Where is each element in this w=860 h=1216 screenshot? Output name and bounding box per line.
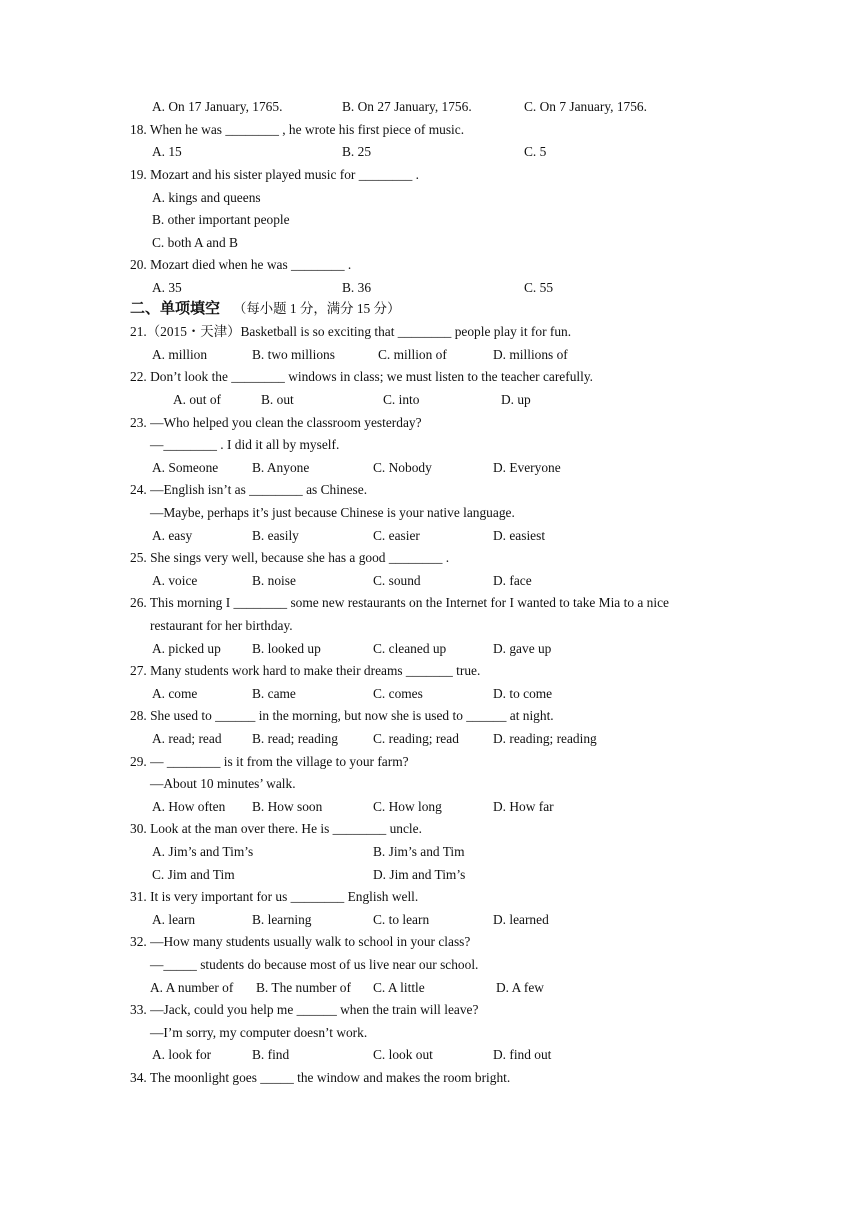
option-line (0, 773, 860, 796)
option-text: D. reading; reading (493, 731, 597, 746)
question-text: 27. Many students work hard to make their dreams _______ true. (130, 663, 481, 679)
option-text: A. A number of (150, 979, 234, 995)
option-line (0, 344, 860, 367)
option-line (0, 615, 860, 638)
question-line (0, 818, 860, 841)
question-text: 30. Look at the man over there. He is ________ uncle. (130, 821, 422, 837)
option-text: C. 5 (524, 144, 547, 160)
question-text: 24. —English isn’t as ________ as Chinese. (130, 482, 368, 498)
option-text: A. 35 (152, 280, 182, 295)
option-text: restaurant for her birthday. (150, 618, 293, 633)
option-text: C. both A and B (152, 234, 238, 250)
option-text: C. into (383, 392, 420, 407)
option-line (0, 277, 860, 300)
option-line (0, 96, 860, 119)
question-text: 23. —Who helped you clean the classroom yesterday? (130, 414, 422, 430)
option-text: D. face (493, 572, 532, 588)
option-line (0, 434, 860, 457)
option-text: B. read; reading (252, 731, 338, 746)
option-text: A. easy (152, 527, 193, 543)
option-line (0, 1044, 860, 1067)
option-text: B. 36 (342, 280, 372, 295)
option-text: A. read; read (152, 731, 222, 746)
question-text: 28. She used to ______ in the morning, but now she is used to ______ at night. (130, 708, 554, 724)
option-text: A. kings and queens (152, 189, 261, 205)
option-text: B. find (252, 1047, 290, 1063)
option-text: C. sound (373, 572, 421, 588)
question-text: 18. When he was ________ , he wrote his first piece of music. (130, 121, 465, 137)
question-text: 31. It is very important for us ________ English well. (130, 889, 419, 905)
option-text: A. 15 (152, 144, 182, 160)
option-text: C. to learn (373, 911, 430, 927)
option-text: D. gave up (493, 640, 552, 656)
option-line (0, 141, 860, 164)
option-text: A. come (152, 685, 198, 701)
option-line (0, 232, 860, 255)
option-text: D. find out (493, 1047, 552, 1063)
option-line (0, 841, 860, 864)
question-line (0, 999, 860, 1022)
option-line (0, 864, 860, 887)
question-line (0, 164, 860, 187)
option-text: C. Nobody (373, 459, 432, 475)
question-line (0, 886, 860, 909)
option-line (0, 909, 860, 932)
option-text: —________ . I did it all by myself. (150, 437, 340, 453)
question-line (0, 479, 860, 502)
option-text: D. easiest (493, 527, 546, 543)
option-text: C. million of (378, 346, 447, 362)
option-text: B. learning (252, 911, 312, 927)
option-text: —Maybe, perhaps it’s just because Chinese is your native language. (150, 505, 515, 520)
question-text: 22. Don’t look the ________ windows in class; we must listen to the teacher carefully. (130, 369, 594, 385)
question-line (0, 254, 860, 277)
option-line (0, 728, 860, 751)
section-title: 二、单项填空 (130, 301, 221, 318)
option-text: C. How long (373, 798, 442, 814)
option-text: B. Anyone (252, 459, 310, 475)
option-text: A. million (152, 346, 208, 362)
question-line (0, 321, 860, 344)
option-text: C. cleaned up (373, 640, 447, 656)
option-text: B. How soon (252, 798, 323, 814)
option-text: C. easier (373, 527, 420, 543)
option-text: D. Jim and Tim’s (373, 866, 466, 882)
option-text: —About 10 minutes’ walk. (150, 776, 296, 792)
option-text: D. learned (493, 911, 549, 927)
option-text: A. How often (152, 798, 226, 814)
option-text: B. On 27 January, 1756. (342, 99, 472, 115)
option-text: C. Jim and Tim (152, 866, 235, 882)
question-text: 29. — ________ is it from the village to your farm? (130, 753, 409, 769)
question-line (0, 547, 860, 570)
question-text: 26. This morning I ________ some new restaurants on the Internet for I wanted to take Mia to a nice (130, 595, 669, 611)
option-line (0, 389, 860, 412)
question-line (0, 119, 860, 142)
question-line (0, 931, 860, 954)
option-text: D. How far (493, 798, 554, 814)
option-text: B. came (252, 685, 296, 701)
question-line (0, 592, 860, 615)
question-text: 32. —How many students usually walk to school in your class? (130, 934, 471, 950)
question-line (0, 412, 860, 435)
option-text: A. learn (152, 911, 196, 927)
question-line (0, 660, 860, 683)
option-text: A. out of (173, 392, 221, 407)
option-text: B. noise (252, 572, 296, 588)
section-header (0, 298, 860, 321)
option-line (0, 457, 860, 480)
option-text: B. out (261, 392, 294, 407)
question-text: 21.（2015・天津）Basketball is so exciting that ________ people play it for fun. (130, 324, 572, 340)
option-text: —I’m sorry, my computer doesn’t work. (150, 1024, 368, 1040)
section-subtitle: （每小题 1 分，满分 15 分） (233, 301, 401, 317)
option-line (0, 502, 860, 525)
question-text: 19. Mozart and his sister played music for ________ . (130, 167, 419, 182)
question-text: 20. Mozart died when he was ________ . (130, 257, 352, 273)
option-text: C. A little (373, 979, 425, 995)
question-text: 34. The moonlight goes _____ the window and makes the room bright. (130, 1070, 511, 1085)
option-text: D. to come (493, 685, 553, 701)
option-text: C. 55 (524, 280, 554, 295)
option-line (0, 638, 860, 661)
option-text: —_____ students do because most of us live near our school. (150, 957, 479, 972)
option-text: B. The number of (256, 979, 351, 995)
option-text: B. easily (252, 527, 299, 543)
option-text: D. A few (496, 979, 544, 995)
option-text: B. 25 (342, 144, 372, 160)
question-line (0, 366, 860, 389)
option-line (0, 1022, 860, 1045)
option-line (0, 525, 860, 548)
option-text: A. voice (152, 572, 198, 588)
option-line (0, 683, 860, 706)
option-line (0, 209, 860, 232)
question-line (0, 705, 860, 728)
option-line (0, 796, 860, 819)
option-text: B. looked up (252, 640, 321, 656)
question-line (0, 1067, 860, 1090)
option-text: D. Everyone (493, 459, 561, 475)
option-line (0, 977, 860, 1000)
option-text: C. On 7 January, 1756. (524, 99, 647, 115)
option-text: A. look for (152, 1047, 212, 1063)
option-text: A. Someone (152, 459, 219, 475)
option-text: C. comes (373, 685, 423, 701)
option-text: C. reading; read (373, 731, 459, 746)
option-text: A. picked up (152, 640, 221, 656)
question-text: 25. She sings very well, because she has a good ________ . (130, 550, 450, 566)
option-line (0, 570, 860, 593)
option-text: D. millions of (493, 346, 568, 362)
option-text: D. up (501, 392, 531, 407)
option-text: B. Jim’s and Tim (373, 844, 465, 859)
question-text: 33. —Jack, could you help me ______ when the train will leave? (130, 1002, 479, 1018)
option-text: A. Jim’s and Tim’s (152, 844, 254, 859)
option-text: B. two millions (252, 346, 335, 362)
option-line (0, 954, 860, 977)
option-text: A. On 17 January, 1765. (152, 99, 283, 115)
option-line (0, 187, 860, 210)
question-line (0, 751, 860, 774)
option-text: B. other important people (152, 212, 290, 228)
option-text: C. look out (373, 1047, 433, 1063)
